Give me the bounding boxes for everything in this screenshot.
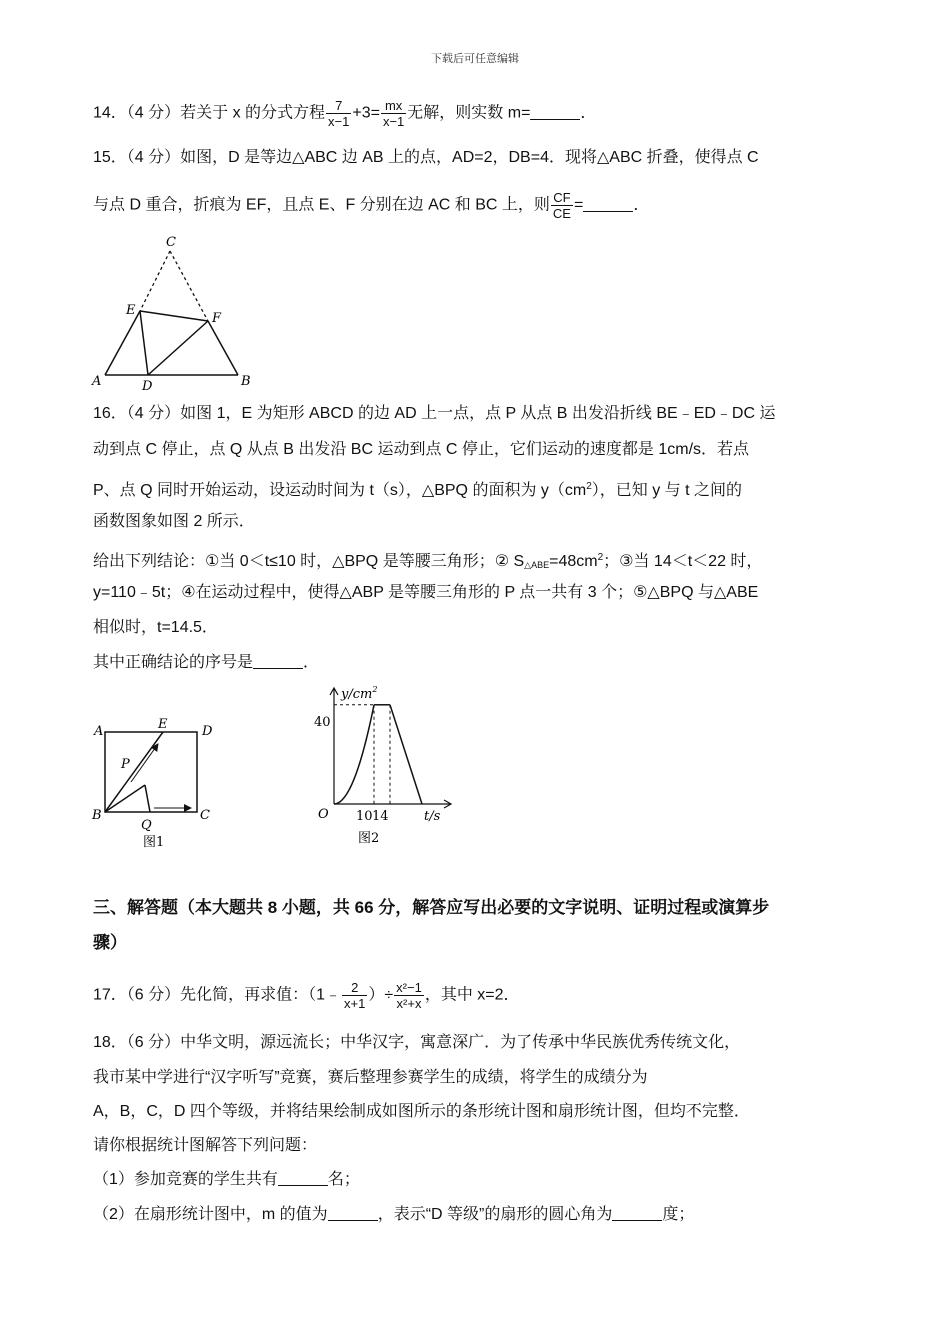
q14-mid: +3= xyxy=(352,104,380,122)
q15-line2-suffix: = xyxy=(573,196,584,214)
fig2-ylabel: $y/cm^2$ xyxy=(341,685,378,702)
q17-f2-den: x²+x xyxy=(396,996,422,1011)
side-ea xyxy=(105,311,140,375)
section-3-title-line-2: 骤） xyxy=(93,933,127,952)
graph-descending-segment xyxy=(390,705,422,804)
label-f: F xyxy=(212,311,222,326)
label-d: D xyxy=(142,379,153,394)
fold-line-ce xyxy=(140,251,170,311)
q18-2-angle-blank[interactable] xyxy=(612,1204,662,1221)
fig1-label-d: D xyxy=(202,724,213,739)
question-14 xyxy=(93,98,596,129)
q17-fraction-1 xyxy=(342,980,367,1011)
q16-line-6: y=110﹣5t；④在运动过程中，使得△ABP 是等腰三角形的 P 点一共有 3 个；⑤△BPQ 与△ABE xyxy=(93,584,759,601)
q14-f2-den: x−1 xyxy=(382,114,405,129)
q18-line5-a: （1）参加竞赛的学生共有 xyxy=(93,1171,278,1188)
q17-mid: ）÷ xyxy=(368,986,394,1004)
crease-ef xyxy=(140,311,208,321)
q18-line6-b: ，表示“D 等级”的扇形的圆心角为 xyxy=(377,1206,613,1223)
q18-line5-b: 名； xyxy=(327,1171,360,1188)
q16-line3-b: ），已知 y 与 t 之间的 xyxy=(591,482,743,499)
fig1-label-p: P xyxy=(121,757,130,772)
q16-line3-a: P、点 Q 同时开始运动，设运动时间为 t（s），△BPQ 的面积为 y（cm xyxy=(93,482,587,499)
q14-f2-num: mx xyxy=(381,98,406,114)
arrow-p xyxy=(131,744,158,782)
q16-line3-sup: 2 xyxy=(586,481,592,492)
segment-ed xyxy=(140,311,148,375)
segment-fd xyxy=(148,321,208,375)
fig2-xtick-14: 14 xyxy=(372,809,389,824)
q18-line-2: 我市某中学进行“汉字听写”竞赛，赛后整理参赛学生的成绩，将学生的成绩分为 xyxy=(93,1069,648,1086)
q14-answer-blank[interactable] xyxy=(530,103,580,120)
q17-f2-num: x²−1 xyxy=(396,980,422,995)
q15-answer-blank[interactable] xyxy=(583,195,633,212)
q16-figure-2-chart xyxy=(308,684,458,859)
q17-prefix: 17．（6 分）先化简，再求值：（1﹣ xyxy=(93,986,342,1004)
fig1-caption: 图1 xyxy=(143,835,165,850)
q15-f-num: CF xyxy=(551,190,573,206)
q14-f1-num: 7 xyxy=(326,98,351,114)
fig2-origin: O xyxy=(318,807,329,822)
q18-line-5 xyxy=(93,1169,360,1191)
q14-fraction-2 xyxy=(381,98,406,129)
q18-line-3: A，B，C，D 四个等级，并将结果绘制成如图所示的条形统计图和扇形统计图，但均不完整． xyxy=(93,1103,750,1120)
q14-f1-den: x−1 xyxy=(328,114,350,129)
q18-line6-c: 度； xyxy=(662,1206,695,1223)
graph-curve-segment xyxy=(334,705,374,804)
label-a: A xyxy=(92,374,102,389)
q18-2-m-blank[interactable] xyxy=(328,1204,378,1221)
fig1-label-a: A xyxy=(94,724,104,739)
q18-line6-a: （2）在扇形统计图中，m 的值为 xyxy=(93,1206,328,1223)
q17-f1-den: x+1 xyxy=(344,996,366,1011)
q14-end: ． xyxy=(580,104,597,122)
fig1-label-e: E xyxy=(158,717,168,732)
q18-1-answer-blank[interactable] xyxy=(278,1169,328,1186)
q15-line2-prefix: 与点 D 重合，折痕为 EF，且点 E、F 分别在边 AC 和 BC 上，则 xyxy=(93,196,550,214)
q16-line5-c: ；③当 14＜t＜22 时， xyxy=(603,553,763,570)
q15-line-1: 15．（4 分）如图，D 是等边△ABC 边 AB 上的点，AD=2，DB=4．现将△ABC 折叠，使得点 C xyxy=(93,149,759,166)
q18-line-4: 请你根据统计图解答下列问题： xyxy=(93,1137,318,1154)
segment-be xyxy=(105,732,163,812)
label-c: C xyxy=(166,235,176,250)
fig2-xlabel: t/s xyxy=(424,809,441,824)
q16-line-8 xyxy=(93,652,319,674)
fig1-label-c: C xyxy=(200,808,210,823)
q16-line-5 xyxy=(93,547,762,576)
label-b: B xyxy=(241,374,251,389)
page-header: 下载后可任意编辑 xyxy=(431,53,519,65)
q14-suffix: 无解，则实数 m= xyxy=(407,104,531,122)
segment-pq xyxy=(145,785,150,812)
rectangle-abcd xyxy=(105,732,197,812)
q16-line5-sub: △ABE xyxy=(524,560,550,570)
q16-line5-sup: 2 xyxy=(597,552,604,563)
q14-prefix: 14．（4 分）若关于 x 的分式方程 xyxy=(93,104,326,122)
q16-line8-b: ． xyxy=(303,654,320,671)
q14-fraction-1 xyxy=(326,98,351,129)
q15-f-den: CE xyxy=(552,206,571,221)
q17-f1-num: 2 xyxy=(342,980,367,996)
fig2-xtick-10: 10 xyxy=(356,809,373,824)
q18-line-1: 18．（6 分）中华文明，源远流长；中华汉字，寓意深广．为了传承中华民族优秀传统文化， xyxy=(93,1034,741,1051)
label-e: E xyxy=(126,303,136,318)
fig2-ytick-40: 40 xyxy=(314,715,331,730)
q15-line-2 xyxy=(93,190,649,221)
q16-line-7: 相似时，t=14.5． xyxy=(93,619,218,636)
section-3-title-line-1: 三、解答题（本大题共 8 小题，共 66 分，解答应写出必要的文字说明、证明过程或演算步 xyxy=(93,898,770,917)
q17-fraction-2 xyxy=(394,980,424,1011)
q18-line-6 xyxy=(93,1204,694,1226)
q15-fraction xyxy=(551,190,573,221)
q17-suffix: ，其中 x=2． xyxy=(424,986,520,1004)
q16-line5-a: 给出下列结论：①当 0＜t≤10 时，△BPQ 是等腰三角形；② S xyxy=(93,553,525,570)
q16-line-1: 16．（4 分）如图 1，E 为矩形 ABCD 的边 AD 上一点，点 P 从点 B 出发沿折线 BE﹣ED﹣DC 运 xyxy=(93,405,776,422)
q16-line-2: 动到点 C 停止，点 Q 从点 B 出发沿 BC 运动到点 C 停止，它们运动的速度都是 1cm/s．若点 xyxy=(93,441,750,458)
segment-bp xyxy=(105,785,145,812)
question-17 xyxy=(93,980,520,1011)
fig2-caption: 图2 xyxy=(358,831,380,846)
fold-line-cf xyxy=(170,251,208,321)
q16-line-4: 函数图象如图 2 所示． xyxy=(93,513,255,530)
q16-line-3 xyxy=(93,476,742,502)
q16-answer-blank[interactable] xyxy=(253,652,303,669)
side-fb xyxy=(208,321,238,375)
q15-triangle-figure xyxy=(88,230,268,395)
q16-line5-b: =48cm xyxy=(549,553,598,570)
q16-figure-1 xyxy=(88,710,228,855)
q15-end: ． xyxy=(633,196,650,214)
q16-line8-a: 其中正确结论的序号是 xyxy=(93,654,254,671)
fig1-label-q: Q xyxy=(141,818,152,833)
fig1-label-b: B xyxy=(92,808,102,823)
